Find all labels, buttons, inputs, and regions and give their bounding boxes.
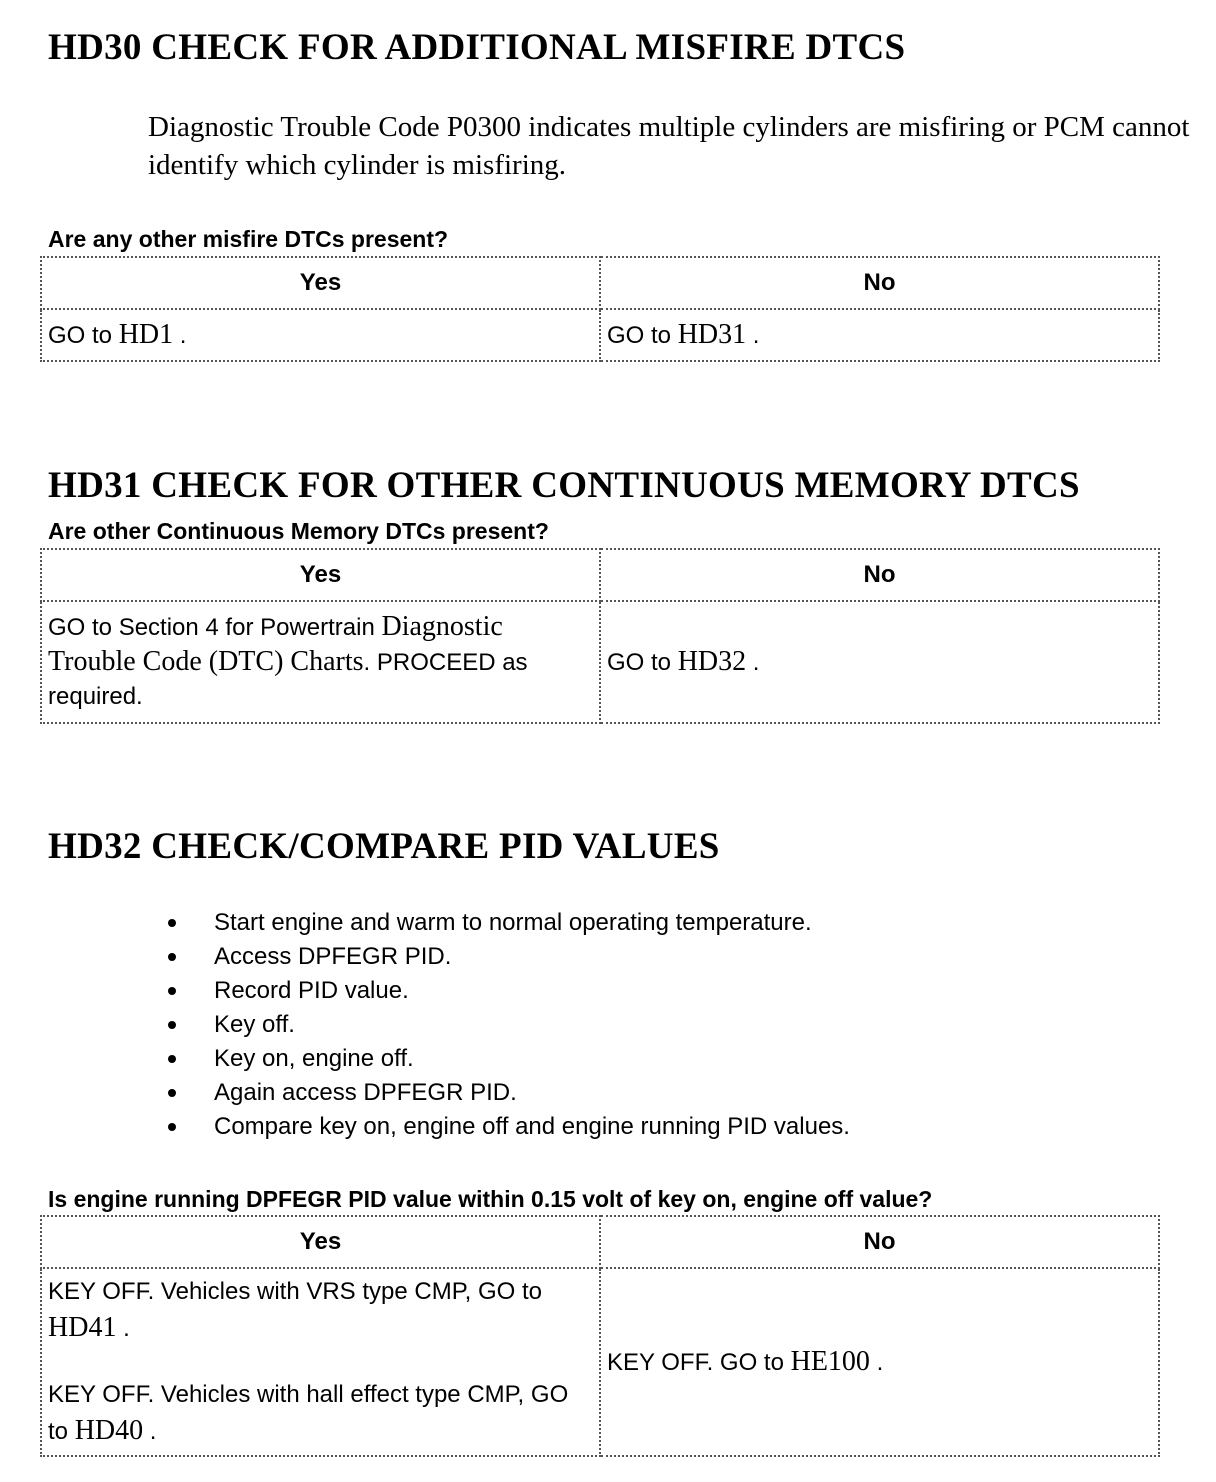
step-item	[160, 974, 850, 1008]
link-hd31[interactable]: HD31	[677, 318, 747, 350]
yes-header: Yes	[41, 257, 600, 309]
step-text: Again access DPFEGR PID.	[214, 1079, 517, 1106]
hd32-heading: HD32 CHECK/COMPARE PID VALUES	[48, 826, 720, 867]
hd31-heading: HD31 CHECK FOR OTHER CONTINUOUS MEMORY DTCS	[48, 465, 1080, 506]
hd30-heading: HD30 CHECK FOR ADDITIONAL MISFIRE DTCS	[48, 27, 906, 68]
step-item	[160, 1008, 850, 1042]
yes-cell	[41, 1268, 600, 1456]
step-text: Access DPFEGR PID.	[214, 943, 452, 970]
hd30-description: Diagnostic Trouble Code P0300 indicates multiple cylinders are misfiring or PCM cannot identify which cylinder is misfiring.	[148, 111, 1190, 181]
yes-suffix: .	[143, 1418, 157, 1445]
yes-option-hall	[48, 1377, 593, 1450]
yes-option-vrs	[48, 1274, 593, 1347]
step-text: Key off.	[214, 1011, 295, 1038]
step-text: Start engine and warm to normal operating temperature.	[214, 909, 812, 936]
yes-suffix: .	[116, 1315, 130, 1342]
bullet-icon	[168, 1055, 176, 1063]
step-item	[160, 940, 850, 974]
yes-text: KEY OFF. Vehicles with hall effect type CMP, GO to	[48, 1381, 569, 1445]
link-he100[interactable]: HE100	[790, 1345, 870, 1377]
link-hd32[interactable]: HD32	[677, 645, 747, 677]
no-suffix: .	[869, 1348, 884, 1376]
yes-header: Yes	[41, 549, 600, 601]
step-item	[160, 1110, 850, 1144]
step-item	[160, 906, 850, 940]
no-header: No	[600, 257, 1159, 309]
no-suffix: .	[746, 321, 760, 349]
no-suffix: .	[746, 648, 760, 676]
no-cell	[600, 601, 1159, 723]
link-hd40[interactable]: HD40	[74, 1415, 144, 1446]
yes-cell	[41, 601, 600, 723]
hd31-question: Are other Continuous Memory DTCs present?	[48, 518, 549, 544]
bullet-icon	[168, 953, 176, 961]
no-header: No	[600, 549, 1159, 601]
link-hd1[interactable]: HD1	[118, 318, 174, 350]
yes-text: KEY OFF. Vehicles with VRS type CMP, GO to	[48, 1278, 542, 1305]
hd31-answer-table	[40, 548, 1160, 724]
yes-header: Yes	[41, 1216, 600, 1268]
yes-text: GO to	[48, 321, 119, 349]
bullet-icon	[168, 919, 176, 927]
step-item	[160, 1076, 850, 1110]
yes-cell	[41, 309, 600, 361]
no-cell	[600, 309, 1159, 361]
step-text: Record PID value.	[214, 977, 409, 1004]
no-text: GO to	[607, 321, 678, 349]
hd30-answer-table	[40, 256, 1160, 362]
no-header: No	[600, 1216, 1159, 1268]
link-hd41[interactable]: HD41	[48, 1312, 117, 1343]
no-cell	[600, 1268, 1159, 1456]
hd32-answer-table	[40, 1215, 1160, 1457]
yes-suffix: . PROCEED as required.	[48, 649, 528, 710]
step-text: Key on, engine off.	[214, 1045, 414, 1072]
yes-suffix: .	[173, 321, 187, 349]
bullet-icon	[168, 1123, 176, 1131]
yes-text: GO to Section 4 for Powertrain	[48, 614, 382, 641]
bullet-icon	[168, 1021, 176, 1029]
step-text: Compare key on, engine off and engine running PID values.	[214, 1113, 850, 1140]
hd32-question: Is engine running DPFEGR PID value within 0.15 volt of key on, engine off value?	[48, 1186, 933, 1212]
bullet-icon	[168, 987, 176, 995]
hd30-question: Are any other misfire DTCs present?	[48, 226, 449, 252]
no-text: GO to	[607, 648, 678, 676]
link-dtc-charts[interactable]: Diagnostic Trouble Code (DTC) Charts	[48, 611, 503, 677]
no-text: KEY OFF. GO to	[607, 1348, 791, 1376]
hd32-steps	[160, 906, 850, 1144]
bullet-icon	[168, 1089, 176, 1097]
step-item	[160, 1042, 850, 1076]
